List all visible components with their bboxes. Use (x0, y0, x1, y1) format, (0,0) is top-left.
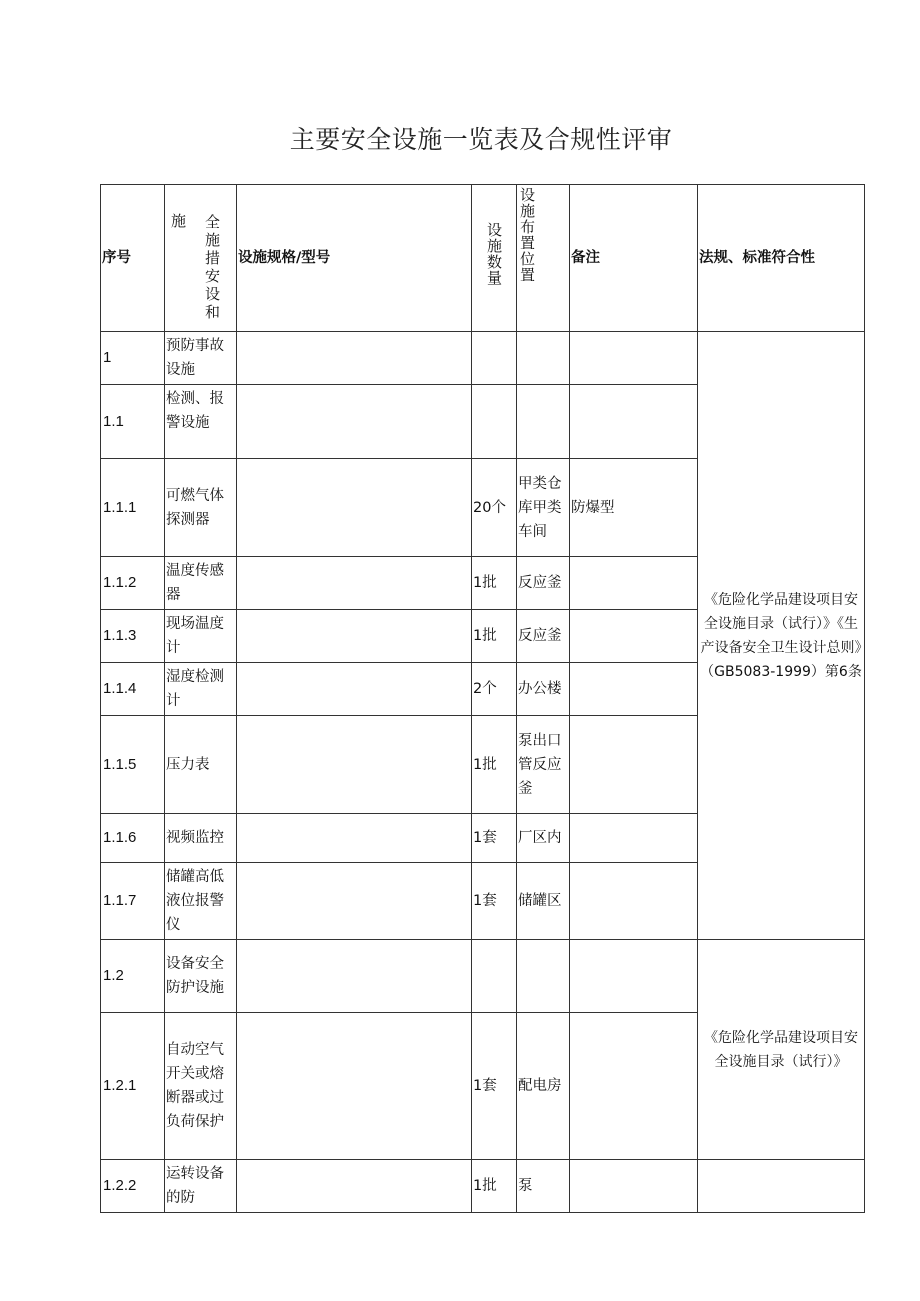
row-note (570, 610, 698, 663)
row-seq: 1.2.2 (101, 1160, 165, 1213)
row-spec (237, 814, 472, 863)
row-location: 办公楼 (517, 663, 570, 716)
row-location (517, 940, 570, 1013)
row-seq: 1.1.7 (101, 863, 165, 940)
row-seq: 1.1 (101, 385, 165, 459)
row-name: 现场温度计 (165, 610, 237, 663)
row-spec (237, 1013, 472, 1160)
compliance-group-1: 《危险化学品建设项目安全设施目录（试行）》《生产设备安全卫生设计总则》（GB5083-1999）第6条 (698, 332, 865, 940)
row-qty (472, 940, 517, 1013)
row-name: 湿度检测计 (165, 663, 237, 716)
row-note (570, 814, 698, 863)
row-location (517, 385, 570, 459)
row-qty: 1套 (472, 1013, 517, 1160)
row-name: 可燃气体探测器 (165, 459, 237, 557)
header-location: 设施布置位置 (518, 187, 536, 283)
row-seq: 1.1.6 (101, 814, 165, 863)
row-location: 储罐区 (517, 863, 570, 940)
row-spec (237, 385, 472, 459)
row-spec (237, 663, 472, 716)
compliance-group-2: 《危险化学品建设项目安全设施目录（试行）》 (698, 940, 865, 1160)
row-qty (472, 332, 517, 385)
row-qty: 1批 (472, 610, 517, 663)
row-note (570, 332, 698, 385)
row-qty: 2个 (472, 663, 517, 716)
row-qty: 1套 (472, 863, 517, 940)
row-name: 压力表 (165, 716, 237, 814)
table-row (101, 1160, 865, 1213)
row-note (570, 1160, 698, 1213)
row-spec (237, 863, 472, 940)
row-seq: 1.1.2 (101, 557, 165, 610)
row-seq: 1.1.1 (101, 459, 165, 557)
row-spec (237, 459, 472, 557)
row-note (570, 557, 698, 610)
row-location: 泵出口管反应釜 (517, 716, 570, 814)
row-spec (237, 1160, 472, 1213)
row-note (570, 940, 698, 1013)
row-note (570, 863, 698, 940)
table-row (101, 940, 865, 1013)
header-location-cell (517, 185, 570, 332)
row-spec (237, 557, 472, 610)
row-note (570, 385, 698, 459)
row-qty: 1批 (472, 716, 517, 814)
row-location: 反应釜 (517, 610, 570, 663)
row-qty: 20个 (472, 459, 517, 557)
header-name-part-b: 全施措安设和 (205, 213, 221, 321)
safety-facilities-table (100, 184, 865, 1213)
header-name-part-a: 施 (171, 212, 187, 230)
row-qty: 1批 (472, 1160, 517, 1213)
row-location: 泵 (517, 1160, 570, 1213)
row-name: 设备安全防护设施 (165, 940, 237, 1013)
row-spec (237, 610, 472, 663)
row-spec (237, 940, 472, 1013)
row-note (570, 663, 698, 716)
row-qty: 1套 (472, 814, 517, 863)
header-qty: 设施数量 (485, 222, 503, 286)
row-location (517, 332, 570, 385)
row-location: 配电房 (517, 1013, 570, 1160)
row-name: 储罐高低液位报警仪 (165, 863, 237, 940)
header-row (101, 185, 865, 332)
row-qty: 1批 (472, 557, 517, 610)
row-name: 自动空气开关或熔断器或过负荷保护 (165, 1013, 237, 1160)
row-note (570, 716, 698, 814)
header-spec: 设施规格/型号 (237, 185, 472, 332)
row-location: 厂区内 (517, 814, 570, 863)
header-qty-cell (472, 185, 517, 332)
row-location: 甲类仓库甲类车间 (517, 459, 570, 557)
row-note (570, 1013, 698, 1160)
page-title: 主要安全设施一览表及合规性评审 (289, 125, 673, 154)
row-location: 反应釜 (517, 557, 570, 610)
row-qty (472, 385, 517, 459)
table-row (101, 332, 865, 385)
row-seq: 1.2.1 (101, 1013, 165, 1160)
row-spec (237, 716, 472, 814)
row-note: 防爆型 (570, 459, 698, 557)
row-name: 运转设备的防 (165, 1160, 237, 1213)
row-name: 温度传感器 (165, 557, 237, 610)
row-seq: 1.1.3 (101, 610, 165, 663)
compliance-group-3 (698, 1160, 865, 1213)
header-facility-name (165, 185, 237, 332)
row-name: 检测、报警设施 (165, 385, 237, 459)
header-compliance: 法规、标准符合性 (698, 185, 865, 332)
header-note: 备注 (570, 185, 698, 332)
header-seq: 序号 (101, 185, 165, 332)
row-seq: 1 (101, 332, 165, 385)
row-seq: 1.1.5 (101, 716, 165, 814)
row-name: 视频监控 (165, 814, 237, 863)
row-name: 预防事故设施 (165, 332, 237, 385)
row-seq: 1.1.4 (101, 663, 165, 716)
row-seq: 1.2 (101, 940, 165, 1013)
row-spec (237, 332, 472, 385)
